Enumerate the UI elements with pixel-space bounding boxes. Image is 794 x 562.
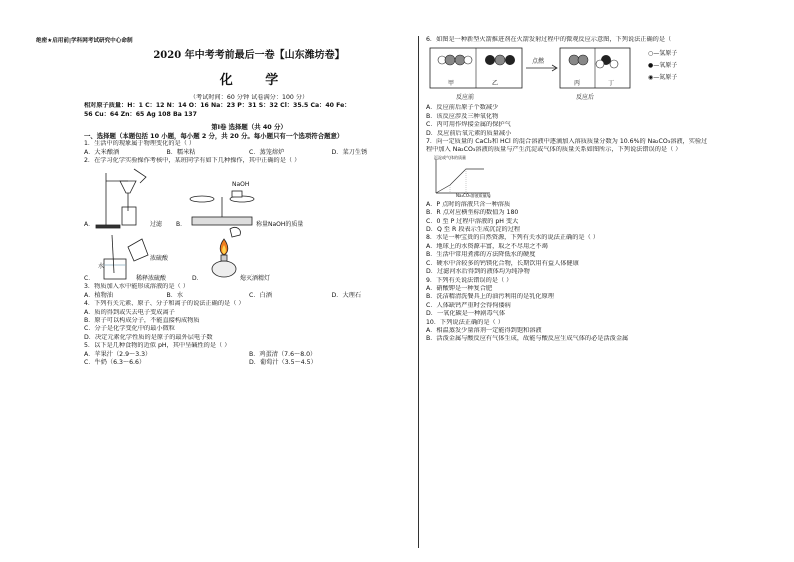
option-b: B．糯米粘 xyxy=(166,148,196,156)
right-column xyxy=(426,36,768,344)
option-a: A．大米酿酒 xyxy=(84,148,120,156)
question-5-options-row2 xyxy=(84,359,414,367)
q2-label-a: A． xyxy=(84,221,95,229)
reaction-diagram xyxy=(426,44,768,104)
option-d: D．菜刀生锈 xyxy=(331,148,368,156)
option-d: D．Q 至 R 段表示生成沉淀的过程 xyxy=(426,226,521,234)
question-1-options xyxy=(84,149,414,157)
option-b: B．R 点对应横坐标的数值为 180 xyxy=(426,209,519,217)
option-b: B．该反应涉及三种氧化物 xyxy=(426,112,499,120)
question-6-stem: 6．如图是一种新型火箭推进剂在火箭发射过程中的微观反应示意图，下列说法正确的是（ xyxy=(426,36,672,43)
after-label: 反应后 xyxy=(576,94,595,102)
option-b: B．鸡蛋清（7.6～8.0） xyxy=(249,350,317,358)
legend-oxygen: ●—氧原子 xyxy=(648,62,678,70)
option-a: A．地球上的水资源丰富，取之不尽用之不竭 xyxy=(426,242,548,250)
question-4-stem: 4．下列有关元素、原子、分子和离子的说法正确的是（ ） xyxy=(84,300,245,308)
option-b: B．活泼金属与酸反应有气体生成，故能与酸反应生成气体的必是活泼金属 xyxy=(426,335,629,343)
option-a: A．反应前后原子个数减少 xyxy=(426,104,499,112)
graph-x-label: Na₂CO₃溶液质量/g xyxy=(456,192,491,198)
q2-caption-filter: 过滤 xyxy=(150,221,163,229)
legend-nitrogen: ◉—氮原子 xyxy=(648,74,678,82)
column-divider xyxy=(418,36,419,548)
option-a: A．相温蒸发少量溶剂一定能得到饱和溶液 xyxy=(426,326,542,334)
q2-water-label: 水 xyxy=(98,263,105,271)
question-9-stem: 9．下列有关说法错误的是（ ） xyxy=(426,276,513,284)
option-d: D．过滤河水后得到的液体均为纯净物 xyxy=(426,268,530,276)
left-column xyxy=(84,36,414,368)
exam-info: （考试时间：60 分钟 试卷满分：100 分） xyxy=(189,94,309,101)
question-10-stem: 10．下列说法正确的是（ ） xyxy=(426,318,504,326)
atomic-masses-line2: 56 Cu：64 Zn：65 Ag 108 Ba 137 xyxy=(84,110,197,118)
option-a: A．硝酸钾是一种复合肥 xyxy=(426,284,493,292)
option-b: B．水 xyxy=(166,291,184,299)
exam-title: 2020 年中考考前最后一卷【山东潍坊卷】 xyxy=(153,50,345,61)
q2-caption-weigh: 称量NaOH的质量 xyxy=(256,221,304,229)
option-a: A．P 点时的溶液只含一种溶质 xyxy=(426,200,511,208)
option-c: C．硬水中含较多的钙镁化合物，长期饮用有益人体健康 xyxy=(426,259,579,267)
option-c: C．丙可用作焊接金属的保护气 xyxy=(426,121,511,129)
confidential-stamp: 绝密★启用前|学科网考试研究中心命制 xyxy=(36,38,133,44)
q2-naoh-label: NaOH xyxy=(232,181,250,189)
question-3-stem: 3．物质加入水中能形成溶液的是（ ） xyxy=(84,283,189,291)
reaction-condition: 点燃 xyxy=(532,58,545,66)
question-6-figure xyxy=(426,44,768,104)
q2-label-c: C． xyxy=(84,275,95,283)
option-c: C．人体缺钙严重时会得佝偻病 xyxy=(426,301,511,309)
molecule-label-yi: 乙 xyxy=(492,80,499,88)
option-c: C．0 至 P 过程中溶液的 pH 变大 xyxy=(426,217,519,225)
option-b: B．生活中常用煮沸的方法降低水的硬度 xyxy=(426,251,536,259)
molecule-label-bing: 丙 xyxy=(574,80,581,88)
legend-hydrogen: ○—氢原子 xyxy=(648,50,678,58)
section-title: 第Ⅰ卷 选择题（共 40 分） xyxy=(211,123,287,132)
question-7-stem-line2: 程中加入 Na₂CO₃溶液的质量与产生沉淀或气体的质量关系如图所示，下列说法错误的是（ ） xyxy=(426,146,682,154)
question-2-figure xyxy=(84,165,414,283)
question-5-options-row1 xyxy=(84,351,414,359)
option-d: D．葡萄汁（3.5～4.5） xyxy=(249,359,317,367)
molecule-label-ding: 丁 xyxy=(608,80,615,88)
option-d: D．大理石 xyxy=(331,291,362,299)
question-1-stem: 1．生活中的现象属于物理变化的是（ ） xyxy=(84,140,196,148)
option-d: D．反应前后氧元素的质量减小 xyxy=(426,129,512,137)
q2-label-b: B． xyxy=(176,221,187,229)
option-c: C．牛奶（6.3～6.6） xyxy=(84,359,146,367)
option-c: C．白酒 xyxy=(249,291,272,299)
question-7-graph xyxy=(426,155,768,201)
q2-acid-label: 浓硫酸 xyxy=(150,255,169,263)
option-a: A．植物油 xyxy=(84,291,113,299)
question-7-stem-line1: 7．向一定质量的 CaCl₂和 HCl 的混合溶液中逐滴加入溶质质量分数为 10.6%的 Na₂CO₃溶液，实验过 xyxy=(426,138,708,146)
option-a: A．苹果汁（2.9～3.3） xyxy=(84,350,152,358)
question-3-options xyxy=(84,292,414,300)
q2-label-d: D． xyxy=(192,275,203,283)
question-2-stem: 2．在学习化学实验操作考核中，某班同学有如下几种操作，其中正确的是（ ） xyxy=(84,157,301,165)
option-c: C．蒸笼熔炉 xyxy=(249,148,285,156)
option-b: B．原子可以构成分子，不能直接构成物质 xyxy=(84,317,200,325)
option-c: C．分子是化学变化中的最小微粒 xyxy=(84,325,175,333)
option-a: A．质的得到或失去电子变成离子 xyxy=(84,308,175,316)
molecule-label-jia: 甲 xyxy=(448,80,455,88)
q2-caption-extinguish: 熄灭酒精灯 xyxy=(240,275,271,283)
section-intro: 一、选择题（本题包括 10 小题，每小题 2 分，共 20 分。每小题只有一个选项符合题意） xyxy=(84,132,344,141)
subject-title: 化 学 xyxy=(219,73,293,88)
atomic-masses-line1: 相对原子质量：H：1 C：12 N：14 O：16 Na：23 P：31 S：32 Cl：35.5 Ca：40 Fe： xyxy=(84,102,351,110)
q2-caption-dilute: 稀释浓硫酸 xyxy=(136,275,167,283)
option-d: D．一氧化碳是一种剧毒气体 xyxy=(426,310,506,318)
graph-y-label: 沉淀或气体的质量 xyxy=(434,154,466,160)
before-label: 反应前 xyxy=(456,94,475,102)
option-d: D．决定元素化学性质的是原子的最外层电子数 xyxy=(84,333,213,341)
question-5-stem: 5．以下是几种食物的近似 pH，其中呈碱性的是（ ） xyxy=(84,342,231,350)
question-8-stem: 8．水是一种宝贵的自然资源，下列有关水的说法正确的是（ ） xyxy=(426,234,599,242)
option-b: B．洗洁精清洗餐具上的油污利用的是乳化原理 xyxy=(426,293,554,301)
